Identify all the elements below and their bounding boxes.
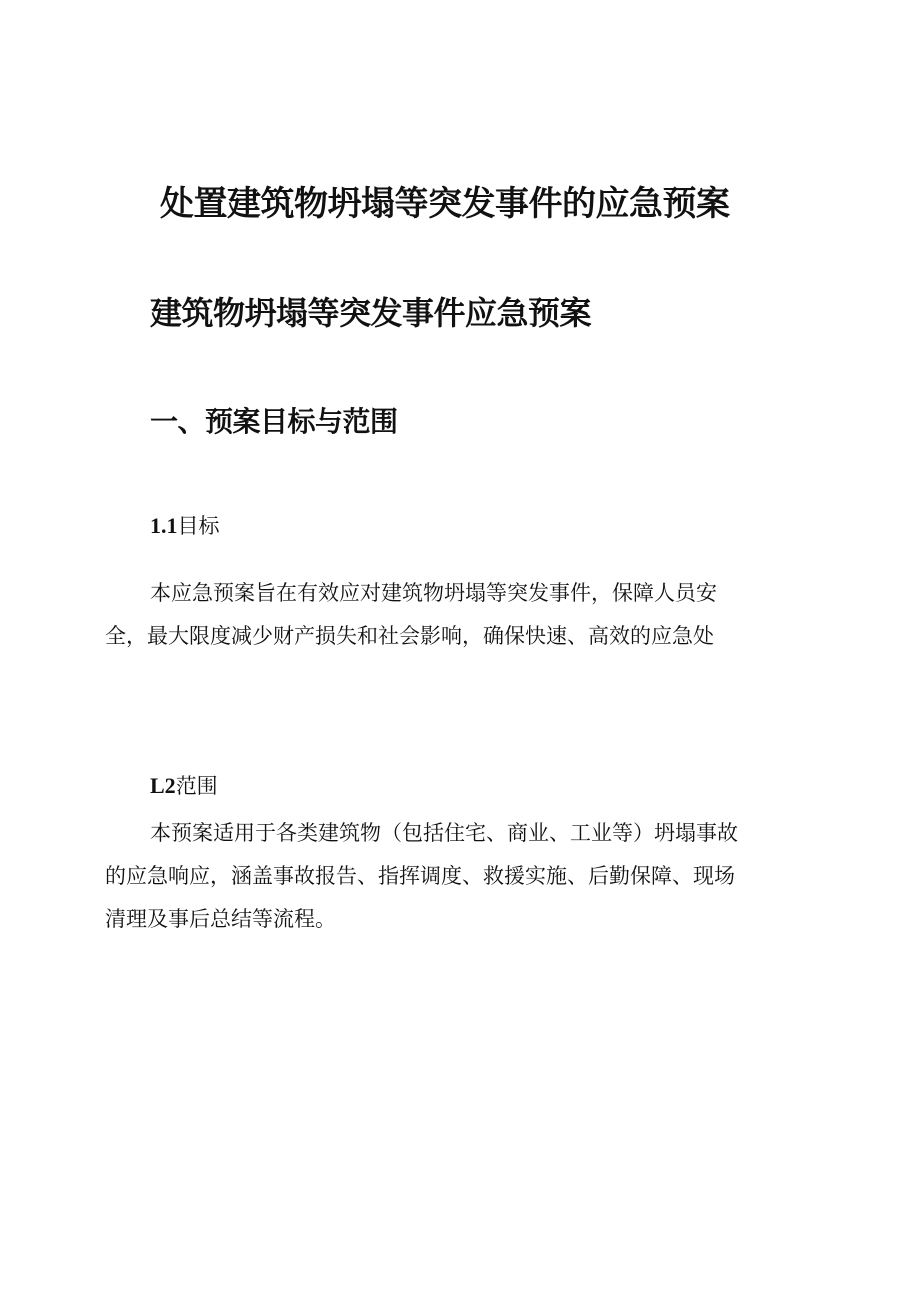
paragraph-line: 本预案适用于各类建筑物（包括住宅、商业、工业等）坍塌事故	[150, 821, 738, 845]
subsection-heading-scope	[150, 770, 218, 800]
document-subtitle: 建筑物坍塌等突发事件应急预案	[150, 294, 592, 332]
paragraph-line: 的应急响应，涵盖事故报告、指挥调度、救援实施、后勤保障、现场	[105, 864, 735, 888]
goal-paragraph	[105, 572, 805, 658]
subsection-number: L2	[150, 773, 176, 798]
subsection-label: 范围	[175, 774, 218, 798]
paragraph-line: 清理及事后总结等流程。	[105, 907, 336, 931]
subsection-heading-goal	[150, 510, 220, 540]
document-title: 处置建筑物坍塌等突发事件的应急预案	[160, 184, 730, 224]
subsection-label: 目标	[177, 514, 220, 538]
paragraph-line: 全，最大限度减少财产损失和社会影响，确保快速、高效的应急处	[105, 624, 714, 648]
paragraph-line: 本应急预案旨在有效应对建筑物坍塌等突发事件，保障人员安	[150, 581, 717, 605]
section-heading: 一、预案目标与范围	[150, 405, 398, 438]
scope-paragraph	[105, 812, 805, 941]
subsection-number: 1.1	[150, 513, 178, 538]
